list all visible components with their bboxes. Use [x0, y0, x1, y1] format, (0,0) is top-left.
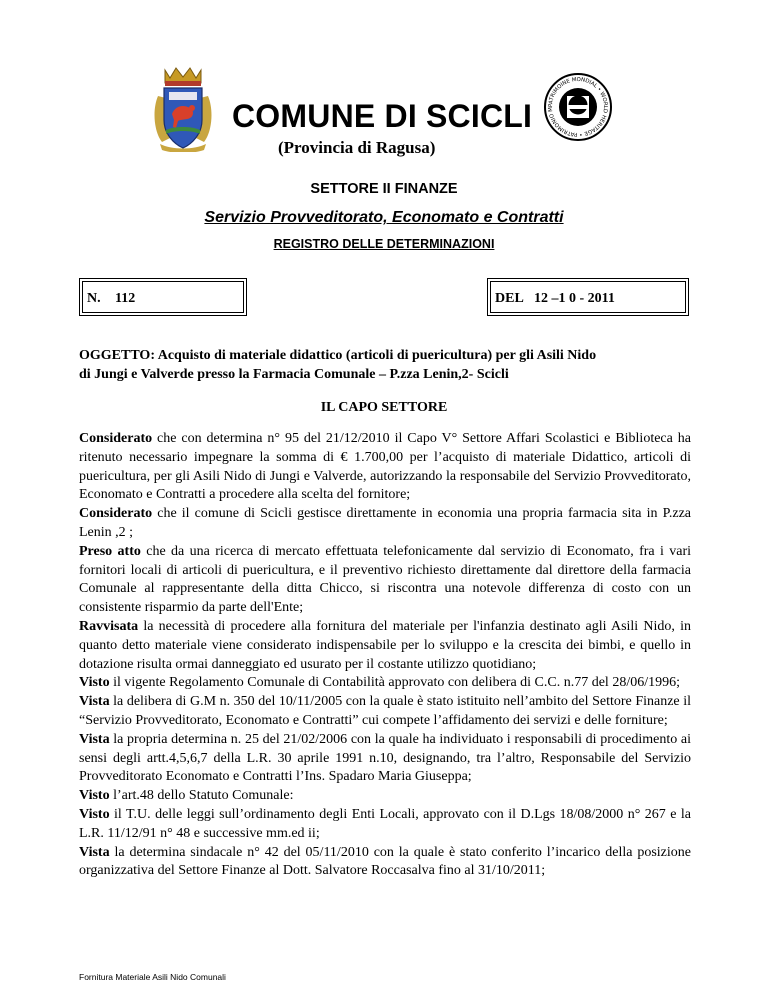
- paragraph-text: il vigente Regolamento Comunale di Contabilità approvato con delibera di C.C. n.77 del 28/06/1996;: [109, 675, 680, 691]
- subject-line: OGGETTO: Acquisto di materiale didattico (articoli di puericultura) per gli Asili Nido: [79, 348, 597, 363]
- paragraph: [79, 787, 691, 806]
- section-heading: IL CAPO SETTORE: [320, 400, 448, 415]
- subject: [79, 346, 691, 384]
- number-value: 112: [115, 291, 136, 306]
- svg-text:PATRIMOINE MONDIAL • WORLD HER: PATRIMOINE MONDIAL • WORLD HERITAGE • PATRIMONIO M: [547, 76, 609, 138]
- paragraph-text: che con determina n° 95 del 21/12/2010 il Capo V° Settore Affari Scolastici e Biblioteca ha ritenuto necessario impegnare la somma di € 1.700,00 per l’acquisto di materiale Didattico, articoli di puericultura, per gli Asili Nido di Jungi e Valverde, autorizzando la responsabile del Servizio Provveditorato, Economato e Contratti a procedere alla scelta del fornitore;: [79, 431, 691, 503]
- paragraph-text: la delibera di G.M n. 350 del 10/11/2005 con la quale è stato istituito nell’ambito del Settore Finanze il “Servizio Provveditorato, Economato e Contratti” cui compete l’affidamento dei servizi e delle forniture;: [79, 694, 691, 728]
- paragraph-text: che il comune di Scicli gestisce direttamente in economia una propria farmacia sita in P.zza Lenin ,2 ;: [79, 506, 691, 540]
- register-heading: REGISTRO DELLE DETERMINAZIONI: [273, 237, 495, 251]
- paragraph: [79, 693, 691, 731]
- paragraph-text: che da una ricerca di mercato effettuata telefonicamente dal servizio di Economato, fra i vari fornitori locali di articoli di puericultura, e il preventivo richiesto direttamente dal direttore della farmacia Comunale al rappresentante della ditta Chicco, si riscontra una notevole differenza di costo con un consistente risparmio da parte dell'Ente;: [79, 543, 692, 616]
- paragraph-text: la determina sindacale n° 42 del 05/11/2010 con la quale è stato conferito l’incarico della posizione organizzativa del Settore Finanze al Dott. Salvatore Roccasalva fino al 31/10/2011;: [79, 844, 691, 879]
- paragraph-text: l’art.48 dello Statuto Comunale:: [109, 788, 294, 804]
- date-label: DEL: [495, 291, 524, 306]
- paragraph-lead: Vista: [79, 844, 110, 860]
- paragraph-lead: Ravvisata: [79, 618, 139, 634]
- paragraph: [79, 505, 691, 543]
- coat-of-arms-icon: [150, 66, 216, 152]
- paragraph: [79, 806, 691, 844]
- paragraph-lead: Vista: [79, 694, 110, 710]
- paragraph: [79, 731, 691, 787]
- number-label: N.: [87, 291, 101, 306]
- paragraph-lead: Considerato: [79, 506, 153, 522]
- paragraph-lead: Vista: [79, 731, 110, 747]
- page-title: COMUNE DI SCICLI: [232, 98, 533, 134]
- paragraph: [79, 543, 691, 618]
- paragraph-lead: Visto: [79, 806, 110, 822]
- body-text: [79, 430, 691, 881]
- paragraph-lead: Visto: [79, 788, 110, 804]
- paragraph: [79, 844, 691, 882]
- determination-date-box: [487, 278, 689, 316]
- paragraph-text: la propria determina n. 25 del 21/02/2006 con la quale ha individuato i responsabili di procedimento ai sensi degli artt.4,5,6,7 della L.R. 30 aprile 1991 n.10, designando, tra l’altro, Responsabile del Servizio Provveditorato Economato e Contratti l’Ins. Spadaro Maria Giuseppa;: [79, 731, 691, 785]
- date-value: 12 –1 0 - 2011: [534, 291, 615, 306]
- determination-number-box: [79, 278, 247, 316]
- service-heading: Servizio Provveditorato, Economato e Contratti: [204, 209, 564, 226]
- paragraph-lead: Considerato: [79, 431, 153, 446]
- paragraph-text: la necessità di procedere alla fornitura del materiale per l'infanzia destinato agli Asili Nido, in quanto detto materiale viene considerato indispensabile per lo sviluppo e la crescita dei bimbi, e quello in dotazione risulta ormai danneggiato ed usurato per il costante utilizzo quotidiano;: [79, 618, 691, 672]
- paragraph: [79, 430, 691, 505]
- unesco-seal-icon: [543, 72, 613, 142]
- paragraph: [79, 674, 691, 693]
- sector-heading: SETTORE II FINANZE: [310, 181, 458, 197]
- paragraph-text: il T.U. delle leggi sull’ordinamento degli Enti Locali, approvato con il D.Lgs 18/08/2000 n° 267 e la L.R. 11/12/91 n° 48 e successive mm.ed ii;: [79, 806, 691, 841]
- province-label: (Provincia di Ragusa): [278, 138, 436, 157]
- page-footer: Fornitura Materiale Asili Nido Comunali: [79, 972, 226, 982]
- paragraph-lead: Preso atto: [79, 543, 141, 559]
- paragraph-lead: Visto: [79, 675, 110, 691]
- paragraph: [79, 618, 691, 674]
- subject-line: di Jungi e Valverde presso la Farmacia Comunale – P.zza Lenin,2- Scicli: [79, 367, 509, 382]
